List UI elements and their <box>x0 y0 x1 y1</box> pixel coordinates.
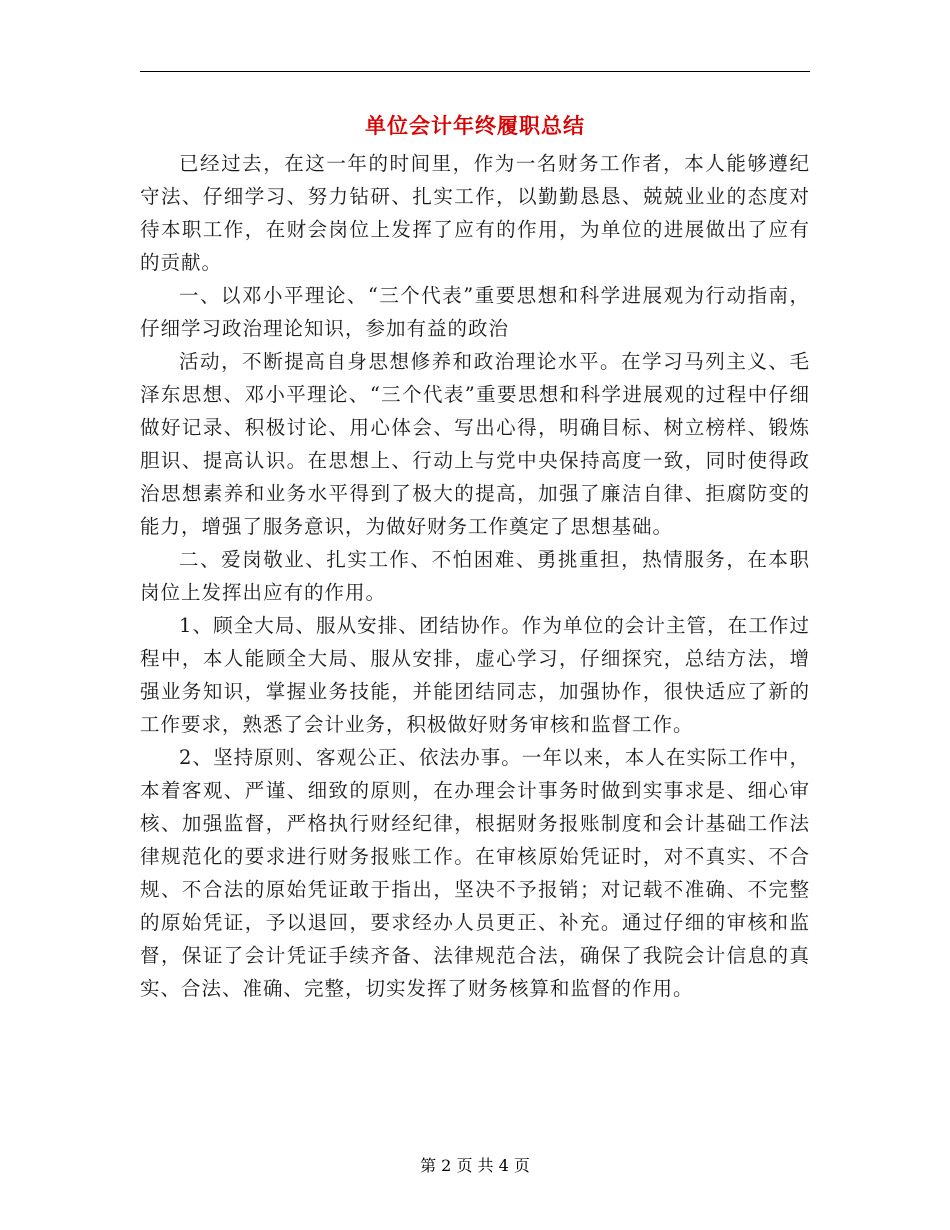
paragraph-section-1: 一、以邓小平理论、“三个代表”重要思想和科学进展观为行动指南，仔细学习政治理论知识，参加有益的政治 <box>140 284 810 340</box>
document-body <box>140 147 810 1005</box>
header-rule <box>140 71 810 72</box>
paragraph-item-2: 2、坚持原则、客观公正、依法办事。一年以来，本人在实际工作中，本着客观、严谨、细致的原则，在办理会计事务时做到实事求是、细心审核、加强监督，严格执行财经纪律，根据财务报账制度和会计基础工作法律规范化的要求进行财务报账工作。在审核原始凭证时，对不真实、不合规、不合法的原始凭证敢于指出，坚决不予报销；对记载不准确、不完整的原始凭证，予以退回，要求经办人员更正、补充。通过仔细的审核和监督，保证了会计凭证手续齐备、法律规范合法，确保了我院会计信息的真实、合法、准确、完整，切实发挥了财务核算和监督的作用。 <box>140 746 810 1000</box>
paragraph-intro: 已经过去，在这一年的时间里，作为一名财务工作者，本人能够遵纪守法、仔细学习、努力钻研、扎实工作，以勤勤恳恳、兢兢业业的态度对待本职工作，在财会岗位上发挥了应有的作用，为单位的进展做出了应有的贡献。 <box>140 152 810 274</box>
page-number-footer: 第 2 页 共 4 页 <box>420 1156 530 1175</box>
paragraph-section-2: 二、爱岗敬业、扎实工作、不怕困难、勇挑重担，热情服务，在本职岗位上发挥出应有的作用。 <box>140 548 810 604</box>
paragraph-item-1: 1、顾全大局、服从安排、团结协作。作为单位的会计主管，在工作过程中，本人能顾全大局、服从安排，虚心学习，仔细探究，总结方法，增强业务知识，掌握业务技能，并能团结同志，加强协作，很快适应了新的工作要求，熟悉了会计业务，积极做好财务审核和监督工作。 <box>140 614 810 736</box>
document-title: 单位会计年终履职总结 <box>365 113 585 138</box>
paragraph-section-1-continued: 活动，不断提高自身思想修养和政治理论水平。在学习马列主义、毛泽东思想、邓小平理论、“三个代表”重要思想和科学进展观的过程中仔细做好记录、积极讨论、用心体会、写出心得，明确目标、树立榜样、锻炼胆识、提高认识。在思想上、行动上与党中央保持高度一致，同时使得政治思想素养和业务水平得到了极大的提高，加强了廉洁自律、拒腐防变的能力，增强了服务意识，为做好财务工作奠定了思想基础。 <box>140 350 810 538</box>
